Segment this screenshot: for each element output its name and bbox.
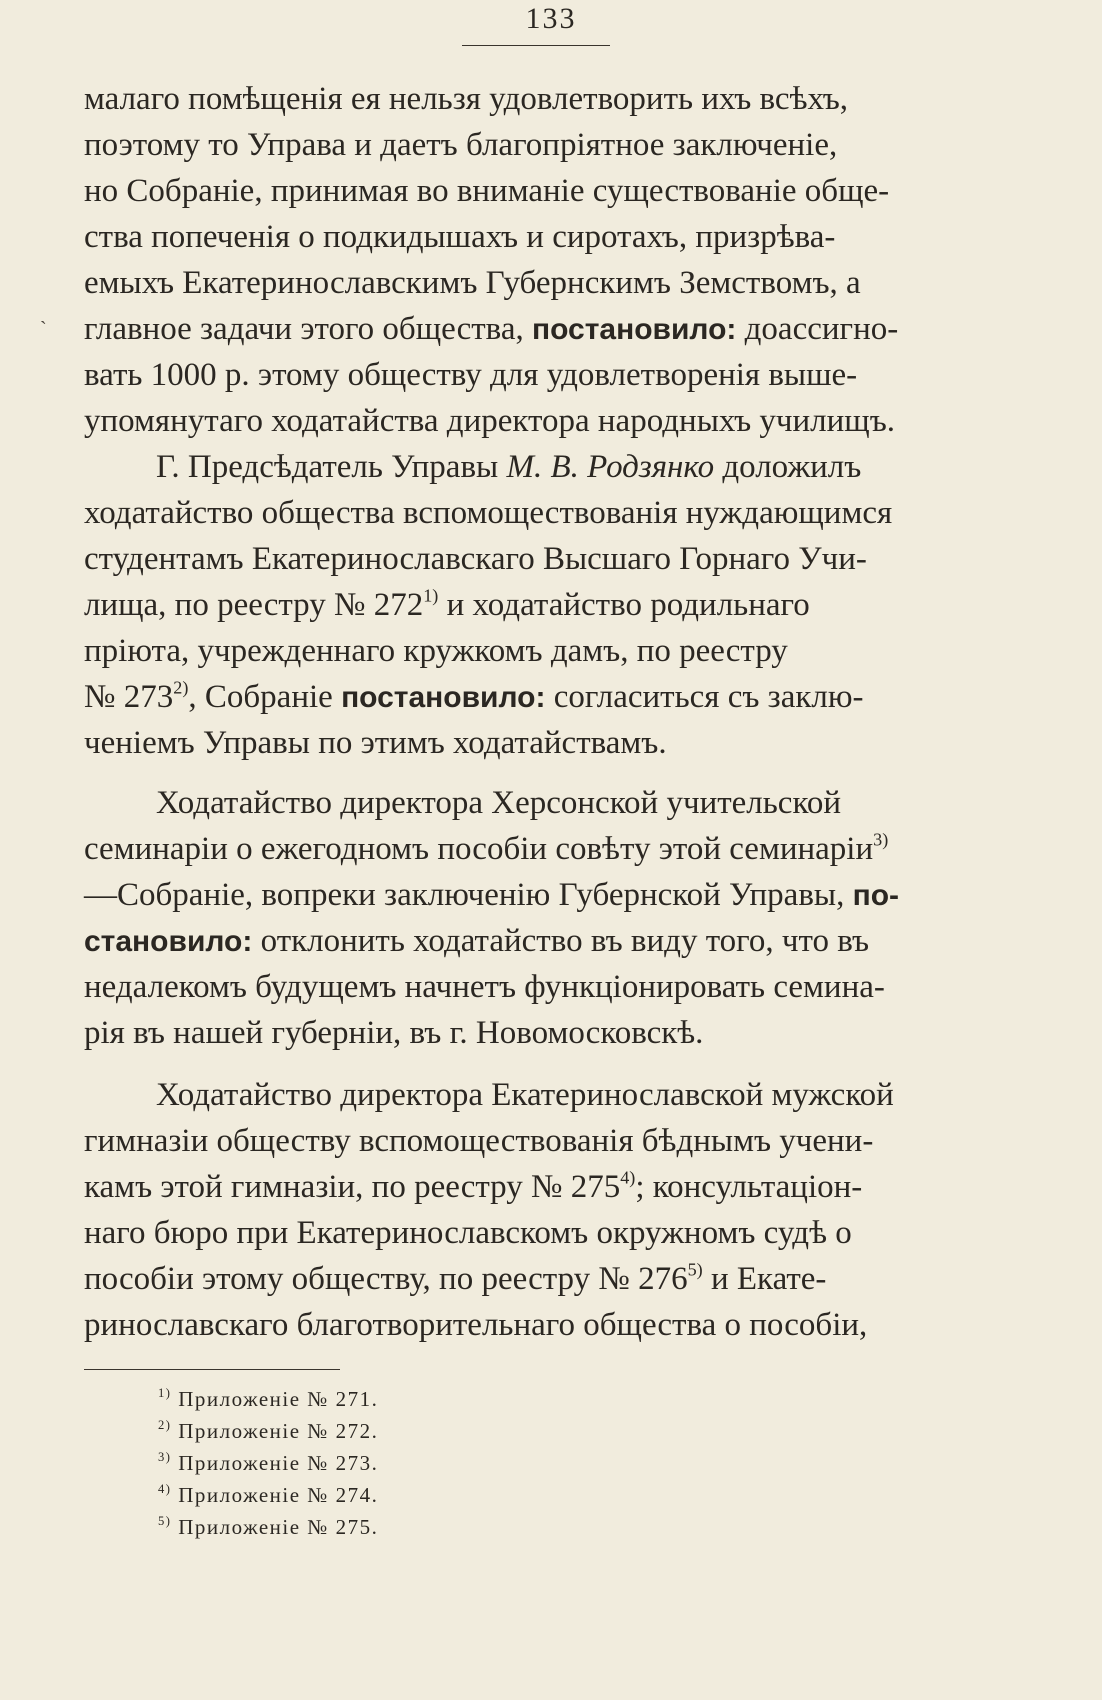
- paragraph: [84, 76, 998, 444]
- text-line: емыхъ Екатеринославскимъ Губернскимъ Земствомъ, а: [84, 265, 861, 301]
- page-number: 133: [525, 2, 577, 35]
- paragraph: [84, 444, 998, 766]
- person-name: М. В. Родзянко: [506, 449, 715, 485]
- text-line: пріюта, учрежденнаго кружкомъ дамъ, по реестру: [84, 633, 788, 669]
- text-line: лища, по реестру № 272$^{1)}$ и ходатайство родильнаго: [84, 585, 810, 623]
- footnote-ref: 4): [620, 1167, 636, 1188]
- text-line: рія въ нашей губерніи, въ г. Новомосковскѣ.: [84, 1015, 704, 1051]
- footnote-ref: 5): [687, 1259, 703, 1280]
- text-line: малаго помѣщенія ея нельзя удовлетворить ихъ всѣхъ,: [84, 81, 849, 117]
- resolution-keyword: становило:: [84, 925, 253, 958]
- header-rule: [462, 45, 610, 46]
- text-line: гимназіи обществу вспомоществованія бѣднымъ учени-: [84, 1123, 874, 1159]
- footnote-ref: 1): [423, 585, 439, 606]
- text-line: № 273$^{2)}$, Собраніе постановило: согласиться съ заклю-: [84, 677, 864, 715]
- footnote: $^{2)}$ Приложеніе № 272.: [158, 1418, 379, 1443]
- footnote: $^{3)}$ Приложеніе № 273.: [158, 1450, 379, 1475]
- footnote-ref: 3): [873, 829, 889, 850]
- text-line: ходатайство общества вспомоществованія нуждающимся: [84, 495, 893, 531]
- footnote-rule: [84, 1369, 340, 1370]
- text-line: —Собраніе, вопреки заключенію Губернской Управы, по-: [84, 877, 900, 913]
- text-line: ства попеченія о подкидышахъ и сиротахъ, призрѣва-: [84, 219, 836, 255]
- resolution-keyword: постановило:: [531, 313, 737, 346]
- text-line: ринославскаго благотворительнаго общества о пособіи,: [84, 1307, 868, 1343]
- text-line: наго бюро при Екатеринославскомъ окружномъ судѣ о: [84, 1215, 852, 1251]
- text-line: недалекомъ будущемъ начнетъ функціонировать семина-: [84, 969, 885, 1005]
- text-line: семинаріи о ежегодномъ пособіи совѣту этой семинаріи$^{3)}$: [84, 829, 889, 867]
- text-line: Ходатайство директора Екатеринославской мужской: [156, 1077, 894, 1113]
- resolution-keyword: постановило:: [341, 681, 546, 714]
- footnote: $^{4)}$ Приложеніе № 274.: [158, 1482, 379, 1507]
- text-line: пособіи этому обществу, по реестру № 276$^{5)}$ и Екате-: [84, 1259, 827, 1297]
- footnote-ref: 2): [173, 677, 189, 698]
- footnote: $^{1)}$ Приложеніе № 271.: [158, 1386, 379, 1411]
- text-line: поэтому то Управа и даетъ благопріятное заключеніе,: [84, 127, 838, 163]
- text-line: студентамъ Екатеринославскаго Высшаго Горнаго Учи-: [84, 541, 867, 577]
- footnotes: [158, 1383, 378, 1543]
- text-line: упомянутаго ходатайства директора народныхъ училищъ.: [84, 403, 896, 439]
- text-line: Ходатайство директора Херсонской учительской: [156, 785, 841, 821]
- paragraph: [84, 780, 998, 1056]
- text-line: вать 1000 р. этому обществу для удовлетворенія выше-: [84, 357, 858, 393]
- text-line: ченіемъ Управы по этимъ ходатайствамъ.: [84, 725, 667, 761]
- body-text: [84, 76, 998, 1348]
- footnote: $^{5)}$ Приложеніе № 275.: [158, 1514, 379, 1539]
- paragraph: [84, 1072, 998, 1348]
- text-line: Г. Предсѣдатель Управы М. В. Родзянко доложилъ: [156, 449, 862, 485]
- text-line: становило: отклонить ходатайство въ виду того, что въ: [84, 923, 870, 959]
- margin-mark: ˋ: [40, 318, 47, 340]
- resolution-keyword: по-: [852, 879, 900, 912]
- text-line: но Собраніе, принимая во вниманіе существованіе обще-: [84, 173, 890, 209]
- text-line: камъ этой гимназіи, по реестру № 275$^{4)}$; консультаціон-: [84, 1167, 863, 1205]
- text-line: главное задачи этого общества, постановило: доассигно-: [84, 311, 899, 347]
